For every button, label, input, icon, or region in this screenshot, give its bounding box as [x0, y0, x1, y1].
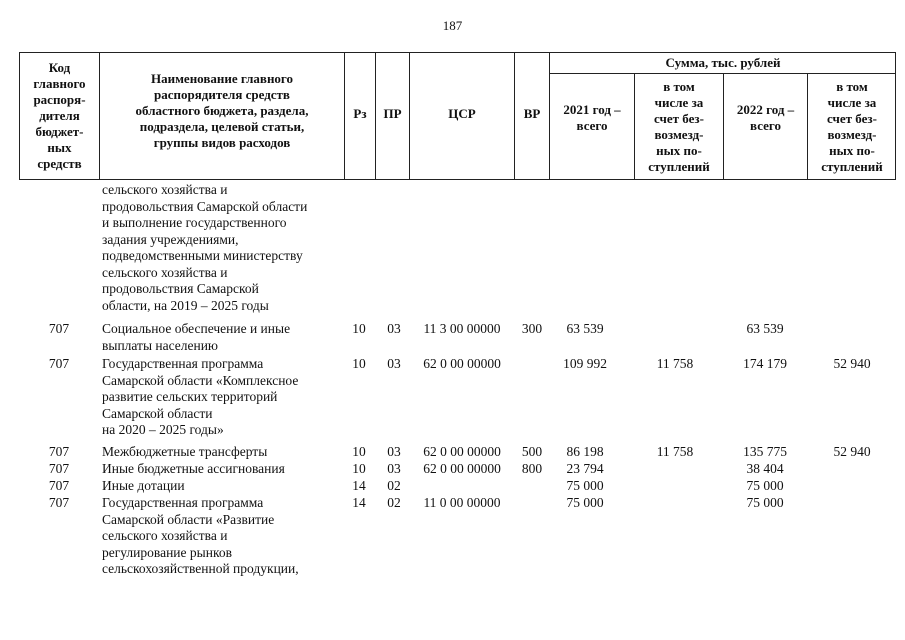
page-number: 187: [442, 18, 463, 33]
cell-rz: 10: [352, 461, 366, 476]
table-header: [19, 52, 896, 180]
cell-name: Иные бюджетные ассигнования: [102, 461, 285, 476]
cell-pr: 02: [387, 478, 401, 493]
cell-2021-total: 75 000: [566, 478, 604, 493]
header-vr: ВР: [523, 106, 541, 121]
cell-csr: 11 3 00 00000: [423, 321, 501, 336]
cell-pr: 03: [387, 461, 401, 476]
cell-name: Социальное обеспечение и иные выплаты населению: [102, 321, 291, 353]
cell-2021-free: 11 758: [656, 444, 694, 459]
cell-2022-total: 63 539: [746, 321, 784, 336]
cell-kod: 707: [48, 444, 70, 459]
cell-2022-total: 38 404: [746, 461, 784, 476]
cell-name: сельского хозяйства и продовольствия Самарской области и выполнение государственного задания учреждениями, подведомственными министерству сельского хозяйства и продовольствия Самарской области, на 2019 – 2025 годы: [102, 182, 308, 313]
cell-rz: 10: [352, 356, 366, 371]
cell-vr: 800: [521, 461, 543, 476]
cell-2022-total: 135 775: [743, 444, 787, 459]
cell-name: Государственная программа Самарской области «Комплексное развитие сельских территорий Самарской области на 2020 – 2025 годы»: [102, 356, 299, 437]
header-2021-total: 2021 год – всего: [563, 101, 621, 133]
cell-2021-total: 86 198: [566, 444, 604, 459]
cell-2021-total: 75 000: [566, 495, 604, 510]
header-summa: Сумма, тыс. рублей: [665, 55, 781, 70]
cell-vr: 500: [521, 444, 543, 459]
header-kod: Код главного распоря- дителя бюджет- ных средств: [33, 60, 86, 171]
cell-kod: 707: [48, 478, 70, 493]
header-rz: Рз: [353, 106, 367, 121]
cell-rz: 14: [352, 478, 366, 493]
cell-kod: 707: [48, 321, 70, 336]
cell-kod: 707: [48, 461, 70, 476]
cell-name: Межбюджетные трансферты: [102, 444, 268, 459]
cell-rz: 10: [352, 444, 366, 459]
cell-kod: 707: [48, 356, 70, 371]
header-pr: ПР: [383, 106, 402, 121]
header-2022-free: в том числе за счет без- возмезд- ных по- ступлений: [821, 78, 883, 174]
cell-pr: 03: [387, 321, 401, 336]
cell-name: Государственная программа Самарской области «Развитие сельского хозяйства и регулирование рынков сельскохозяйственной продукции,: [102, 495, 299, 576]
cell-csr: 62 0 00 00000: [423, 356, 501, 371]
cell-2022-free: 52 940: [833, 356, 871, 371]
cell-kod: 707: [48, 495, 70, 510]
cell-2021-total: 23 794: [566, 461, 604, 476]
cell-2022-free: 52 940: [833, 444, 871, 459]
cell-2021-total: 63 539: [566, 321, 604, 336]
cell-2022-total: 75 000: [746, 495, 784, 510]
cell-rz: 10: [352, 321, 366, 336]
cell-csr: 11 0 00 00000: [423, 495, 501, 510]
cell-pr: 02: [387, 495, 401, 510]
header-csr: ЦСР: [448, 106, 476, 121]
cell-rz: 14: [352, 495, 366, 510]
cell-2021-total: 109 992: [563, 356, 607, 371]
header-2022-total: 2022 год – всего: [736, 101, 795, 133]
cell-2021-free: 11 758: [656, 356, 694, 371]
cell-name: Иные дотации: [102, 478, 185, 493]
header-name: Наименование главного распорядителя средств областного бюджета, раздела, подраздела, целевой статьи, группы видов расходов: [135, 71, 309, 150]
cell-pr: 03: [387, 356, 401, 371]
cell-csr: 62 0 00 00000: [423, 461, 501, 476]
cell-csr: 62 0 00 00000: [423, 444, 501, 459]
header-2021-free: в том числе за счет без- возмезд- ных по- ступлений: [648, 78, 710, 174]
cell-pr: 03: [387, 444, 401, 459]
cell-2022-total: 75 000: [746, 478, 784, 493]
cell-2022-total: 174 179: [743, 356, 787, 371]
cell-vr: 300: [521, 321, 543, 336]
